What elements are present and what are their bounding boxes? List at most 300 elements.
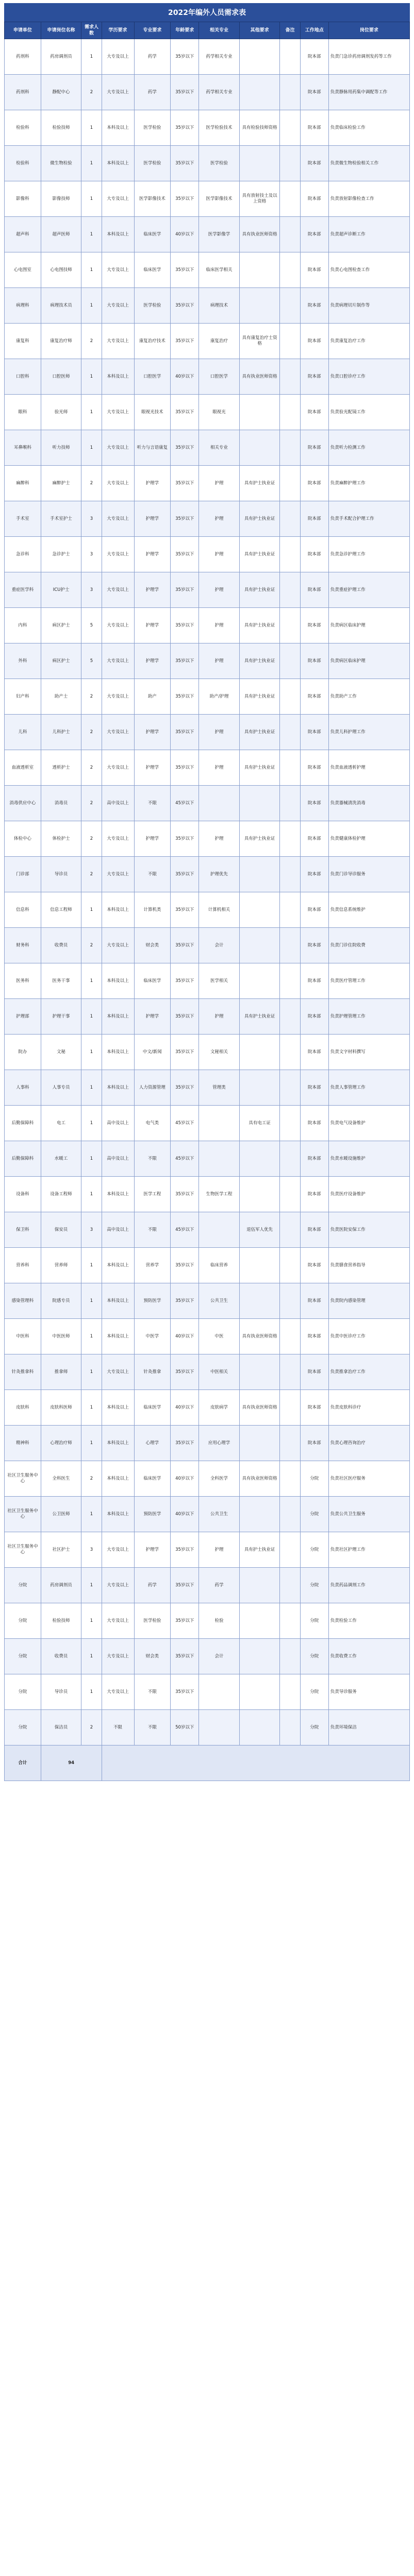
table-cell: 本科及以上: [102, 892, 134, 928]
table-row: [5, 1461, 410, 1497]
table-cell: 病区护士: [41, 608, 81, 643]
table-cell: 血液透析室: [5, 750, 41, 786]
table-cell: 1: [81, 39, 102, 75]
table-cell: 1: [81, 1354, 102, 1390]
table-row: [5, 466, 410, 501]
table-cell: 院本部: [300, 181, 328, 217]
table-cell: 影像科: [5, 181, 41, 217]
table-cell: 护理: [199, 643, 240, 679]
table-cell: [280, 75, 300, 110]
table-cell: 高中及以上: [102, 1106, 134, 1141]
page-title: 2022年编外人员需求表: [4, 3, 410, 22]
table-cell: 1: [81, 1319, 102, 1354]
table-cell: 负责门诊导诊服务: [328, 857, 409, 892]
table-cell: 负责静脉用药集中调配等工作: [328, 75, 409, 110]
table-cell: 具有护士执业证: [239, 679, 280, 715]
table-cell: 药学: [134, 39, 171, 75]
table-cell: 中医学: [134, 1319, 171, 1354]
table-cell: 1: [81, 1106, 102, 1141]
table-cell: 大专及以上: [102, 181, 134, 217]
table-cell: 35岁以下: [171, 430, 199, 466]
table-cell: [239, 1426, 280, 1461]
table-cell: 1: [81, 1070, 102, 1106]
table-cell: [239, 786, 280, 821]
table-cell: 医学工程: [134, 1177, 171, 1212]
table-cell: 1: [81, 110, 102, 146]
table-cell: 35岁以下: [171, 1177, 199, 1212]
table-cell: 心电图室: [5, 252, 41, 288]
table-cell: 管理类: [199, 1070, 240, 1106]
table-cell: 大专及以上: [102, 679, 134, 715]
table-cell: 医务干事: [41, 963, 81, 999]
table-cell: 负责微生物检验相关工作: [328, 146, 409, 181]
table-cell: 3: [81, 537, 102, 572]
table-cell: 院本部: [300, 643, 328, 679]
table-cell: 设备工程师: [41, 1177, 81, 1212]
table-cell: 1: [81, 217, 102, 252]
table-cell: 35岁以下: [171, 1354, 199, 1390]
table-cell: [280, 1319, 300, 1354]
table-cell: [239, 1674, 280, 1710]
table-cell: 35岁以下: [171, 608, 199, 643]
table-cell: 护理: [199, 466, 240, 501]
table-cell: 大专及以上: [102, 608, 134, 643]
column-header: 工作地点: [300, 22, 328, 39]
table-cell: 负责中医诊疗工作: [328, 1319, 409, 1354]
table-cell: 护理学: [134, 750, 171, 786]
table-cell: 大专及以上: [102, 466, 134, 501]
table-cell: 康复治疗技术: [134, 324, 171, 359]
table-row: [5, 1532, 410, 1568]
table-cell: 1: [81, 1497, 102, 1532]
table-cell: 40岁以下: [171, 359, 199, 395]
table-cell: 负责听力检测工作: [328, 430, 409, 466]
table-cell: 本科及以上: [102, 1177, 134, 1212]
table-cell: 预防医学: [134, 1283, 171, 1319]
table-cell: 中医科: [5, 1319, 41, 1354]
table-cell: [239, 1639, 280, 1674]
column-header: 相关专业: [199, 22, 240, 39]
table-cell: 负责文字材料撰写: [328, 1035, 409, 1070]
table-cell: 文秘相关: [199, 1035, 240, 1070]
table-cell: 院本部: [300, 1106, 328, 1141]
table-cell: 35岁以下: [171, 1532, 199, 1568]
table-cell: 药剂科: [5, 39, 41, 75]
table-cell: 院本部: [300, 1354, 328, 1390]
table-cell: 分院: [5, 1639, 41, 1674]
table-cell: 保洁员: [41, 1710, 81, 1745]
table-cell: 相关专业: [199, 430, 240, 466]
table-cell: 消毒供应中心: [5, 786, 41, 821]
table-cell: 1: [81, 1568, 102, 1603]
table-cell: 护理: [199, 1532, 240, 1568]
table-cell: 负责临床检验工作: [328, 110, 409, 146]
table-cell: 会计: [199, 1639, 240, 1674]
table-cell: 社区护士: [41, 1532, 81, 1568]
table-cell: 2: [81, 679, 102, 715]
table-cell: 收费员: [41, 928, 81, 963]
table-cell: 听力技师: [41, 430, 81, 466]
table-row: [5, 999, 410, 1035]
table-cell: 1: [81, 1426, 102, 1461]
table-cell: ICU护士: [41, 572, 81, 608]
table-cell: 分院: [300, 1568, 328, 1603]
table-cell: 35岁以下: [171, 1283, 199, 1319]
table-cell: 药房调剂员: [41, 1568, 81, 1603]
table-row: [5, 857, 410, 892]
table-cell: 负责医疗管理工作: [328, 963, 409, 999]
table-cell: 院本部: [300, 1283, 328, 1319]
table-cell: 分院: [300, 1674, 328, 1710]
table-cell: 检验: [199, 1603, 240, 1639]
table-cell: 负责手术配合护理工作: [328, 501, 409, 537]
table-cell: 药学相关专业: [199, 75, 240, 110]
table-cell: 负责皮肤科诊疗: [328, 1390, 409, 1426]
table-cell: 院本部: [300, 430, 328, 466]
table-cell: 45岁以下: [171, 1212, 199, 1248]
table-cell: 35岁以下: [171, 39, 199, 75]
table-row: [5, 679, 410, 715]
table-cell: 病区护士: [41, 643, 81, 679]
table-cell: 35岁以下: [171, 466, 199, 501]
table-cell: 35岁以下: [171, 1639, 199, 1674]
table-cell: 护理: [199, 999, 240, 1035]
table-cell: 大专及以上: [102, 252, 134, 288]
table-cell: 具有执业医师资格: [239, 217, 280, 252]
table-cell: 院本部: [300, 288, 328, 324]
table-cell: 2: [81, 715, 102, 750]
table-cell: 检验技师: [41, 1603, 81, 1639]
table-cell: 感染管理科: [5, 1283, 41, 1319]
table-cell: 35岁以下: [171, 181, 199, 217]
table-cell: 外科: [5, 643, 41, 679]
table-cell: 护理学: [134, 821, 171, 857]
table-row: [5, 181, 410, 217]
table-cell: 助产: [134, 679, 171, 715]
table-header-row: [5, 22, 410, 39]
table-row: [5, 1568, 410, 1603]
table-cell: 儿科护士: [41, 715, 81, 750]
table-cell: 设备科: [5, 1177, 41, 1212]
table-cell: 大专及以上: [102, 715, 134, 750]
table-cell: [280, 324, 300, 359]
table-cell: 35岁以下: [171, 821, 199, 857]
table-cell: 负责心理咨询治疗: [328, 1426, 409, 1461]
table-cell: [280, 1603, 300, 1639]
table-cell: 院本部: [300, 217, 328, 252]
table-cell: 计算机类: [134, 892, 171, 928]
table-cell: 本科及以上: [102, 1390, 134, 1426]
table-cell: 护理: [199, 501, 240, 537]
table-cell: 医学检验: [134, 1603, 171, 1639]
table-cell: 护理学: [134, 466, 171, 501]
table-cell: [280, 288, 300, 324]
table-cell: 院本部: [300, 821, 328, 857]
column-header: 申请岗位名称: [41, 22, 81, 39]
table-cell: 助产士: [41, 679, 81, 715]
table-cell: [280, 395, 300, 430]
table-cell: 护理学: [134, 537, 171, 572]
table-cell: 院本部: [300, 608, 328, 643]
table-cell: [280, 715, 300, 750]
table-cell: 院本部: [300, 75, 328, 110]
table-row: [5, 430, 410, 466]
table-cell: [280, 643, 300, 679]
table-cell: 财会类: [134, 1639, 171, 1674]
table-cell: 大专及以上: [102, 1532, 134, 1568]
table-cell: 负责血液透析护理: [328, 750, 409, 786]
table-cell: [199, 1212, 240, 1248]
table-cell: 负责检验工作: [328, 1603, 409, 1639]
table-cell: 康复科: [5, 324, 41, 359]
table-cell: 院本部: [300, 1141, 328, 1177]
table-cell: 院本部: [300, 110, 328, 146]
table-cell: 心理治疗师: [41, 1426, 81, 1461]
table-cell: 临床医学: [134, 963, 171, 999]
table-cell: [239, 252, 280, 288]
table-cell: 医学影像技术: [199, 181, 240, 217]
table-cell: [280, 252, 300, 288]
table-cell: 收费员: [41, 1639, 81, 1674]
table-cell: 口腔医学: [199, 359, 240, 395]
table-cell: 院本部: [300, 786, 328, 821]
table-cell: [280, 1390, 300, 1426]
table-cell: 负责康复治疗工作: [328, 324, 409, 359]
table-cell: 社区卫生服务中心: [5, 1532, 41, 1568]
table-cell: 负责病区临床护理: [328, 643, 409, 679]
column-header: 其他要求: [239, 22, 280, 39]
table-cell: 本科及以上: [102, 110, 134, 146]
table-cell: [199, 1106, 240, 1141]
table-cell: 分院: [300, 1461, 328, 1497]
footer-label: 合计: [5, 1745, 41, 1781]
table-cell: 医学检验: [199, 146, 240, 181]
table-cell: [280, 1283, 300, 1319]
table-cell: 1: [81, 1177, 102, 1212]
table-cell: [239, 39, 280, 75]
table-cell: 2: [81, 821, 102, 857]
table-cell: 本科及以上: [102, 359, 134, 395]
table-row: [5, 1390, 410, 1426]
table-cell: 皮肤病学: [199, 1390, 240, 1426]
table-cell: 护理部: [5, 999, 41, 1035]
table-row: [5, 75, 410, 110]
table-cell: 药学: [134, 1568, 171, 1603]
table-row: [5, 359, 410, 395]
table-cell: 眼科: [5, 395, 41, 430]
table-cell: 35岁以下: [171, 963, 199, 999]
table-cell: 护理优先: [199, 857, 240, 892]
table-cell: 护理学: [134, 715, 171, 750]
table-row: [5, 1354, 410, 1390]
table-cell: 具有执业医师资格: [239, 1319, 280, 1354]
table-cell: 大专及以上: [102, 288, 134, 324]
table-cell: 40岁以下: [171, 1390, 199, 1426]
table-cell: 社区卫生服务中心: [5, 1497, 41, 1532]
table-cell: 2: [81, 1461, 102, 1497]
table-cell: 保安员: [41, 1212, 81, 1248]
table-cell: 分院: [5, 1603, 41, 1639]
table-cell: 临床医学: [134, 252, 171, 288]
table-row: [5, 1212, 410, 1248]
table-cell: 具有护士执业证: [239, 572, 280, 608]
table-row: [5, 110, 410, 146]
table-cell: 财会类: [134, 928, 171, 963]
table-cell: 35岁以下: [171, 75, 199, 110]
table-cell: 医学检验: [134, 146, 171, 181]
table-cell: 护理: [199, 715, 240, 750]
table-cell: 妇产科: [5, 679, 41, 715]
footer-total: 94: [41, 1745, 102, 1781]
table-cell: 皮肤科: [5, 1390, 41, 1426]
table-cell: 会计: [199, 928, 240, 963]
table-cell: 急诊科: [5, 537, 41, 572]
table-cell: 负责麻醉护理工作: [328, 466, 409, 501]
table-cell: 具有执业医师资格: [239, 359, 280, 395]
table-row: [5, 892, 410, 928]
table-cell: [280, 466, 300, 501]
table-cell: 不限: [134, 1141, 171, 1177]
recruitment-table: [4, 22, 410, 1781]
table-cell: [280, 1354, 300, 1390]
table-cell: [280, 750, 300, 786]
table-cell: 人力资源管理: [134, 1070, 171, 1106]
table-cell: [280, 181, 300, 217]
table-cell: 院本部: [300, 963, 328, 999]
table-cell: [239, 1283, 280, 1319]
table-cell: 35岁以下: [171, 1070, 199, 1106]
table-row: [5, 1319, 410, 1354]
table-cell: 1: [81, 1390, 102, 1426]
table-cell: 1: [81, 892, 102, 928]
table-cell: 40岁以下: [171, 217, 199, 252]
table-cell: 临床医学: [134, 1390, 171, 1426]
table-row: [5, 786, 410, 821]
table-cell: 5: [81, 608, 102, 643]
table-cell: 退伍军人优先: [239, 1212, 280, 1248]
column-header: 专业要求: [134, 22, 171, 39]
table-cell: [239, 395, 280, 430]
table-cell: 具有护士执业证: [239, 608, 280, 643]
table-cell: [280, 1106, 300, 1141]
table-cell: 负责心电图检查工作: [328, 252, 409, 288]
table-cell: 大专及以上: [102, 750, 134, 786]
table-cell: 大专及以上: [102, 324, 134, 359]
table-cell: 1: [81, 359, 102, 395]
table-cell: 具有护士执业证: [239, 750, 280, 786]
table-cell: 公卫医师: [41, 1497, 81, 1532]
table-cell: 具有护士执业证: [239, 537, 280, 572]
table-cell: 1: [81, 1283, 102, 1319]
table-cell: 导诊员: [41, 857, 81, 892]
table-cell: 人事专员: [41, 1070, 81, 1106]
table-cell: 本科及以上: [102, 1497, 134, 1532]
table-cell: [280, 1639, 300, 1674]
table-cell: [280, 1461, 300, 1497]
table-cell: 影像技师: [41, 181, 81, 217]
table-cell: 护理学: [134, 608, 171, 643]
table-cell: 35岁以下: [171, 1426, 199, 1461]
table-cell: 后勤保障科: [5, 1106, 41, 1141]
table-cell: 透析护士: [41, 750, 81, 786]
table-row: [5, 715, 410, 750]
table-row: [5, 537, 410, 572]
table-cell: 院本部: [300, 857, 328, 892]
table-cell: 临床医学: [134, 1461, 171, 1497]
table-cell: 3: [81, 501, 102, 537]
table-cell: [280, 892, 300, 928]
table-cell: 麻醉护士: [41, 466, 81, 501]
table-cell: 1: [81, 1674, 102, 1710]
table-cell: 院本部: [300, 324, 328, 359]
table-row: [5, 1177, 410, 1212]
table-cell: 病理科: [5, 288, 41, 324]
table-cell: 院本部: [300, 1319, 328, 1354]
table-cell: 本科及以上: [102, 217, 134, 252]
table-cell: 35岁以下: [171, 928, 199, 963]
table-cell: 具有检验技师资格: [239, 110, 280, 146]
table-cell: 35岁以下: [171, 1674, 199, 1710]
table-cell: 护理学: [134, 572, 171, 608]
table-cell: 护理学: [134, 643, 171, 679]
table-cell: 不限: [134, 1710, 171, 1745]
table-cell: 口腔科: [5, 359, 41, 395]
table-cell: 2: [81, 786, 102, 821]
table-cell: 中医医师: [41, 1319, 81, 1354]
table-cell: 院本部: [300, 892, 328, 928]
table-cell: 验光师: [41, 395, 81, 430]
column-header: 学历要求: [102, 22, 134, 39]
table-cell: 院本部: [300, 1212, 328, 1248]
table-cell: 3: [81, 572, 102, 608]
table-cell: 眼视光技术: [134, 395, 171, 430]
table-cell: 本科及以上: [102, 1319, 134, 1354]
table-cell: 不限: [134, 857, 171, 892]
column-header: 岗位要求: [328, 22, 409, 39]
table-cell: [280, 963, 300, 999]
table-cell: 1: [81, 1603, 102, 1639]
table-cell: 信息工程师: [41, 892, 81, 928]
table-cell: 分院: [300, 1497, 328, 1532]
table-cell: 儿科: [5, 715, 41, 750]
table-cell: 分院: [300, 1710, 328, 1745]
column-header: 需求人数: [81, 22, 102, 39]
table-cell: 负责验光配镜工作: [328, 395, 409, 430]
table-cell: [239, 1035, 280, 1070]
table-cell: 院本部: [300, 679, 328, 715]
table-row: [5, 1603, 410, 1639]
table-cell: [280, 821, 300, 857]
table-cell: 负责口腔诊疗工作: [328, 359, 409, 395]
table-cell: 高中及以上: [102, 1141, 134, 1177]
table-cell: 具有电工证: [239, 1106, 280, 1141]
table-cell: 1: [81, 146, 102, 181]
table-cell: 本科及以上: [102, 999, 134, 1035]
table-cell: [280, 39, 300, 75]
table-cell: 本科及以上: [102, 1283, 134, 1319]
table-cell: 口腔医师: [41, 359, 81, 395]
table-cell: 1: [81, 963, 102, 999]
table-cell: 康复治疗师: [41, 324, 81, 359]
table-cell: 具有护士执业证: [239, 501, 280, 537]
table-row: [5, 1106, 410, 1141]
table-cell: 本科及以上: [102, 1035, 134, 1070]
table-cell: 本科及以上: [102, 146, 134, 181]
table-cell: [280, 146, 300, 181]
table-cell: 医务科: [5, 963, 41, 999]
table-cell: 计算机相关: [199, 892, 240, 928]
table-cell: 1: [81, 288, 102, 324]
